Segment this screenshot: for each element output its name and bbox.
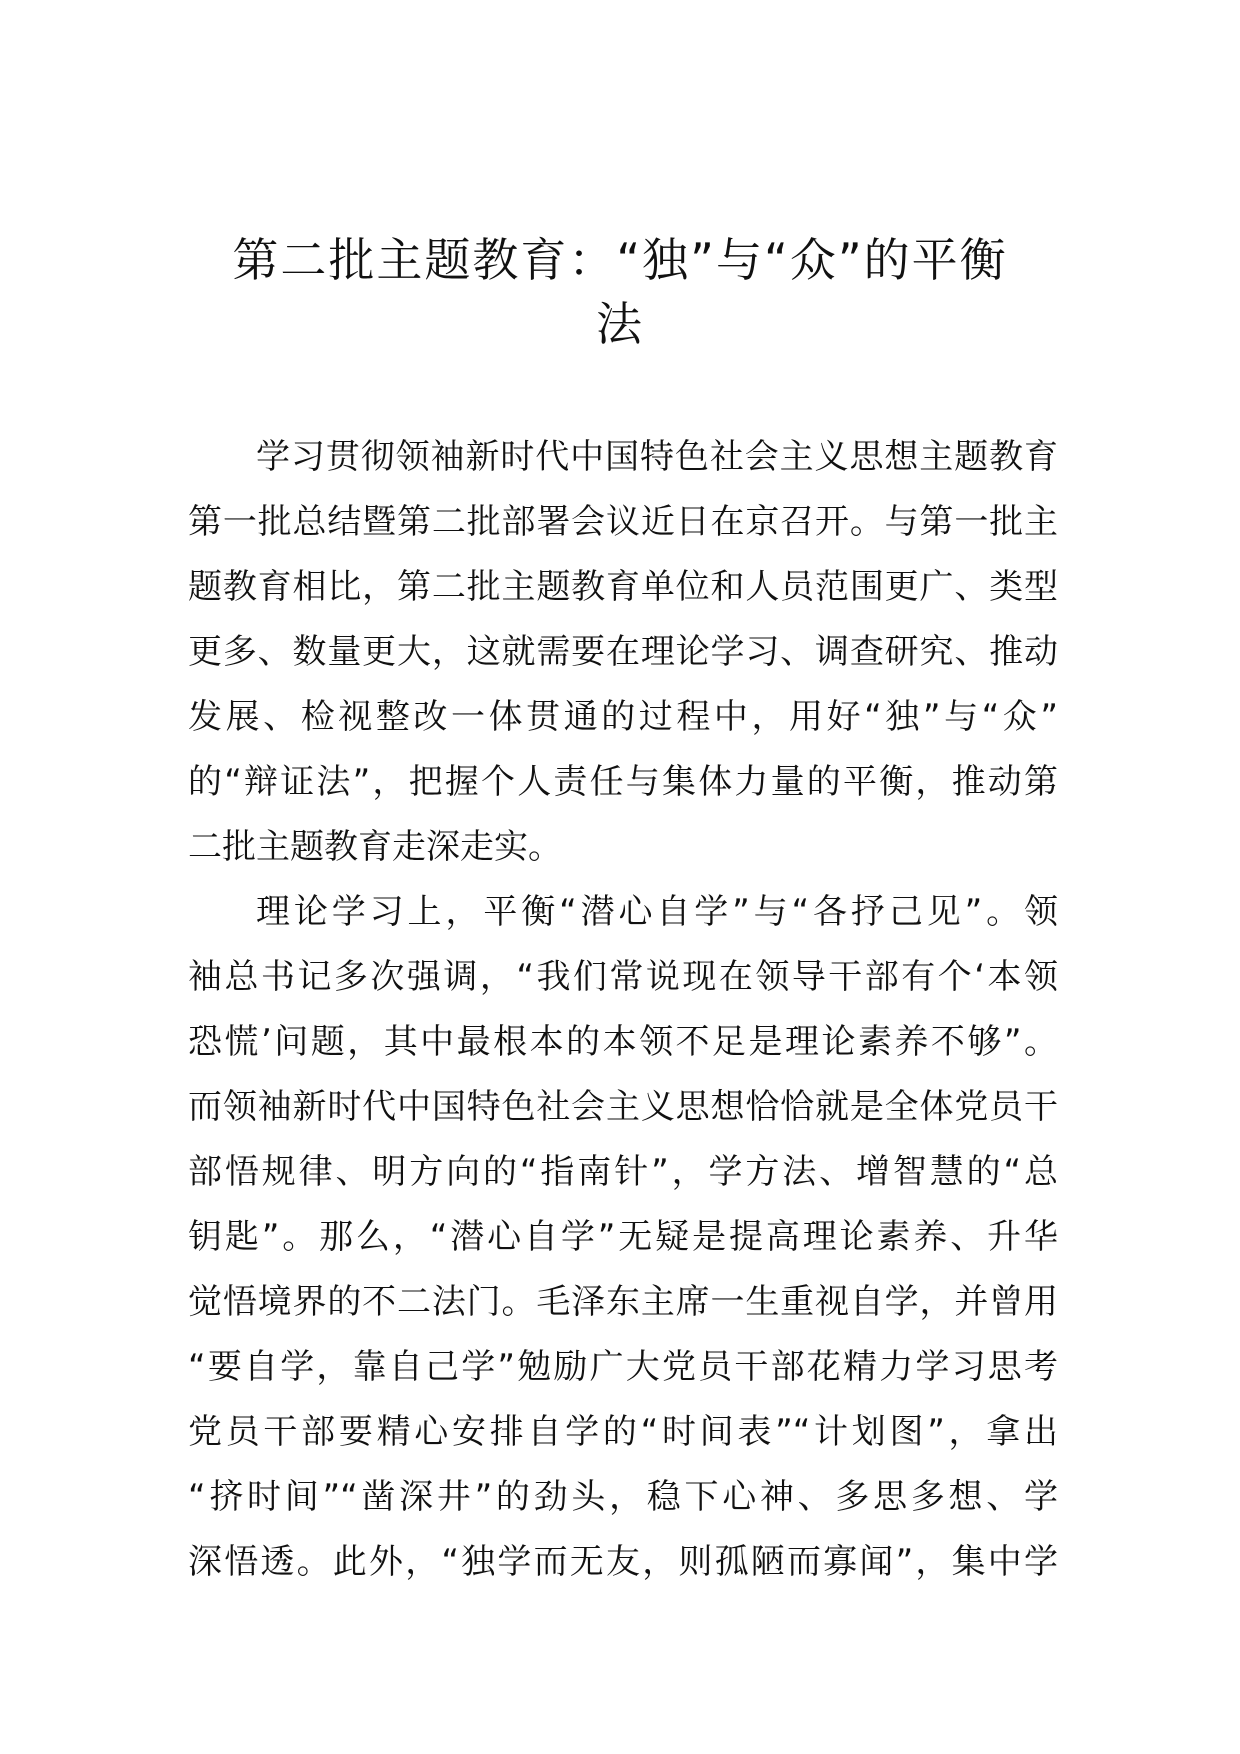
text-line: 钥匙”。那么，“潜心自学”无疑是提高理论素养、升华 <box>188 1217 1058 1257</box>
paragraph-1 <box>188 425 1058 880</box>
text-line: 袖总书记多次强调，“我们常说现在领导干部有个‘本领 <box>188 957 1058 997</box>
text-line: 党员干部要精心安排自学的“时间表”“计划图”，拿出 <box>188 1412 1058 1452</box>
text-line: 的“辩证法”，把握个人责任与集体力量的平衡，推动第 <box>188 762 1058 802</box>
text-line: “要自学，靠自己学”勉励广大党员干部花精力学习思考 <box>188 1347 1058 1387</box>
text-line: 深悟透。此外，“独学而无友，则孤陋而寡闻”，集中学 <box>188 1542 1058 1582</box>
text-line: 题教育相比，第二批主题教育单位和人员范围更广、类型 <box>188 567 1058 607</box>
text-line: 发展、检视整改一体贯通的过程中，用好“独”与“众” <box>188 697 1058 737</box>
text-line: 学习贯彻领袖新时代中国特色社会主义思想主题教育 <box>256 437 1058 477</box>
text-line: 而领袖新时代中国特色社会主义思想恰恰就是全体党员干 <box>188 1087 1058 1127</box>
paragraph-2 <box>188 880 1058 1595</box>
text-line: 第一批总结暨第二批部署会议近日在京召开。与第一批主 <box>188 502 1058 542</box>
article-body <box>188 425 1058 1595</box>
page-title <box>170 228 1070 356</box>
text-line: 二批主题教育走深走实。 <box>188 827 562 867</box>
title-line: 第二批主题教育：“独”与“众”的平衡 <box>232 233 1008 287</box>
text-line: “挤时间”“凿深井”的劲头，稳下心神、多思多想、学 <box>188 1477 1058 1517</box>
text-line: 恐慌’问题，其中最根本的本领不足是理论素养不够”。 <box>188 1022 1058 1062</box>
text-line: 更多、数量更大，这就需要在理论学习、调查研究、推动 <box>188 632 1058 672</box>
text-line: 理论学习上，平衡“潜心自学”与“各抒己见”。领 <box>256 892 1058 932</box>
title-line: 法 <box>596 297 644 351</box>
text-line: 觉悟境界的不二法门。毛泽东主席一生重视自学，并曾用 <box>188 1282 1058 1322</box>
text-line: 部悟规律、明方向的“指南针”，学方法、增智慧的“总 <box>188 1152 1058 1192</box>
